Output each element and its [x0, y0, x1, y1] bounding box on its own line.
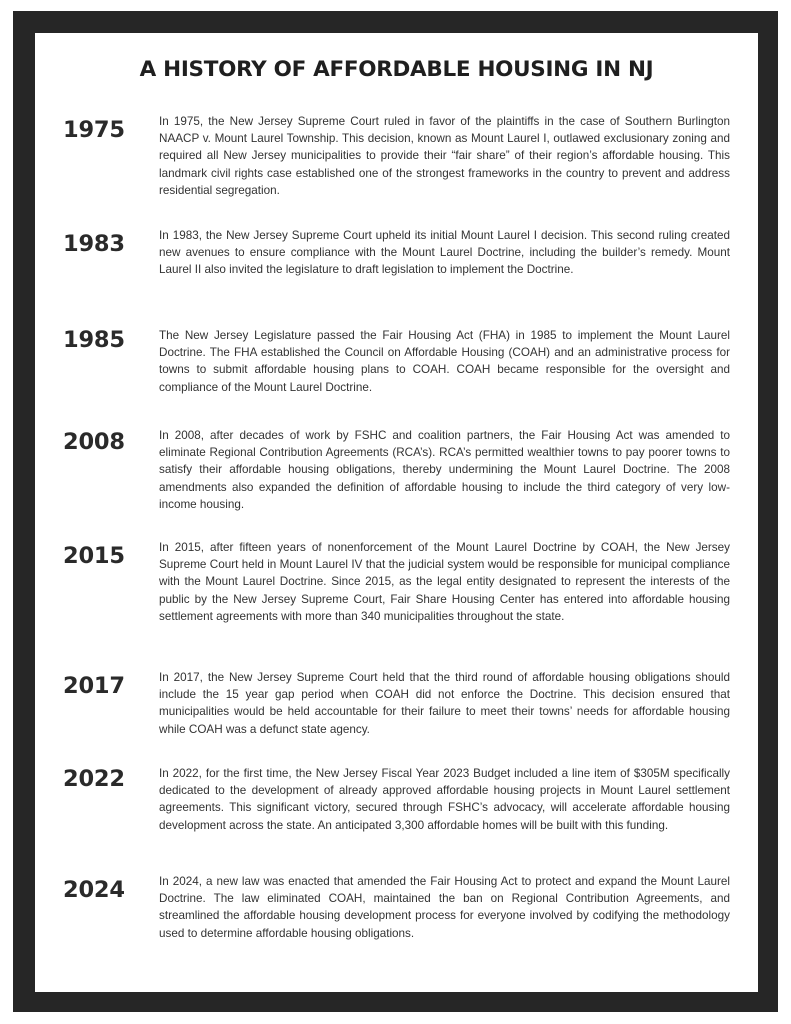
timeline-text: In 2017, the New Jersey Supreme Court held that the third round of affordable housing obligations should include the 15 year gap period when COAH did not enforce the Doctrine. This decision ensured that municipalities would be held accountable for their failure to meet their towns’ needs for affordable housing while COAH was a defunct state agency.: [159, 671, 730, 736]
timeline-text: In 2024, a new law was enacted that amended the Fair Housing Act to protect and expand the Mount Laurel Doctrine. The law eliminated COAH, maintained the ban on Regional Contribution Agreements, and streamlined the affordable housing development process for everyone involved by codifying the methodology used to determine affordable housing obligations.: [159, 875, 730, 940]
timeline-text: In 1975, the New Jersey Supreme Court ruled in favor of the plaintiffs in the case of Southern Burlington NAACP v. Mount Laurel Township. This decision, known as Mount Laurel I, outlawed exclusionary zoning and required all New Jersey municipalities to provide their “fair share” of their region’s affordable housing. This landmark civil rights case established one of the strongest frameworks in the country to prevent and address residential segregation.: [159, 115, 730, 197]
timeline-year: 2017: [63, 673, 125, 699]
timeline-text: In 2008, after decades of work by FSHC and coalition partners, the Fair Housing Act was amended to eliminate Regional Contribution Agreements (RCA’s). RCA’s permitted wealthier towns to pay poorer towns to satisfy their affordable housing obligations, thereby undermining the Mount Laurel Doctrine. The 2008 amendments also expanded the definition of affordable housing to include the third category of very low-income housing.: [159, 429, 730, 511]
page-border-frame: [13, 11, 778, 1012]
document-page: [35, 33, 758, 992]
timeline-year: 2008: [63, 429, 125, 455]
timeline-year: 2022: [63, 766, 125, 792]
timeline-text: In 1983, the New Jersey Supreme Court upheld its initial Mount Laurel I decision. This second ruling created new avenues to ensure compliance with the Mount Laurel Doctrine, including the builder’s remedy. Mount Laurel II also invited the legislature to draft legislation to implement the Doctrine.: [159, 229, 730, 277]
timeline-year: 1985: [63, 327, 125, 353]
page-title: A HISTORY OF AFFORDABLE HOUSING IN NJ: [139, 57, 654, 82]
timeline-text: In 2015, after fifteen years of nonenforcement of the Mount Laurel Doctrine by COAH, the New Jersey Supreme Court held in Mount Laurel IV that the judicial system would be responsible for municipal compliance with the Mount Laurel Doctrine. Since 2015, as the legal entity designated to represent the interests of the public by the New Jersey Supreme Court, Fair Share Housing Center has entered into affordable housing settlement agreements with more than 340 municipalities throughout the state.: [159, 541, 730, 623]
timeline-year: 1983: [63, 231, 125, 257]
timeline-text: The New Jersey Legislature passed the Fair Housing Act (FHA) in 1985 to implement the Mount Laurel Doctrine. The FHA established the Council on Affordable Housing (COAH) and an administrative process for towns to submit affordable housing plans to COAH. COAH became responsible for the oversight and compliance of the Mount Laurel Doctrine.: [159, 329, 730, 394]
timeline-year: 1975: [63, 117, 125, 143]
timeline-year: 2015: [63, 543, 125, 569]
timeline-year: 2024: [63, 877, 125, 903]
timeline-text: In 2022, for the first time, the New Jersey Fiscal Year 2023 Budget included a line item of $305M specifically dedicated to the development of already approved affordable housing projects in Mount Laurel settlement agreements. This significant victory, secured through FSHC’s advocacy, will accelerate affordable housing development across the state. An anticipated 3,300 affordable homes will be built with this funding.: [159, 767, 730, 832]
